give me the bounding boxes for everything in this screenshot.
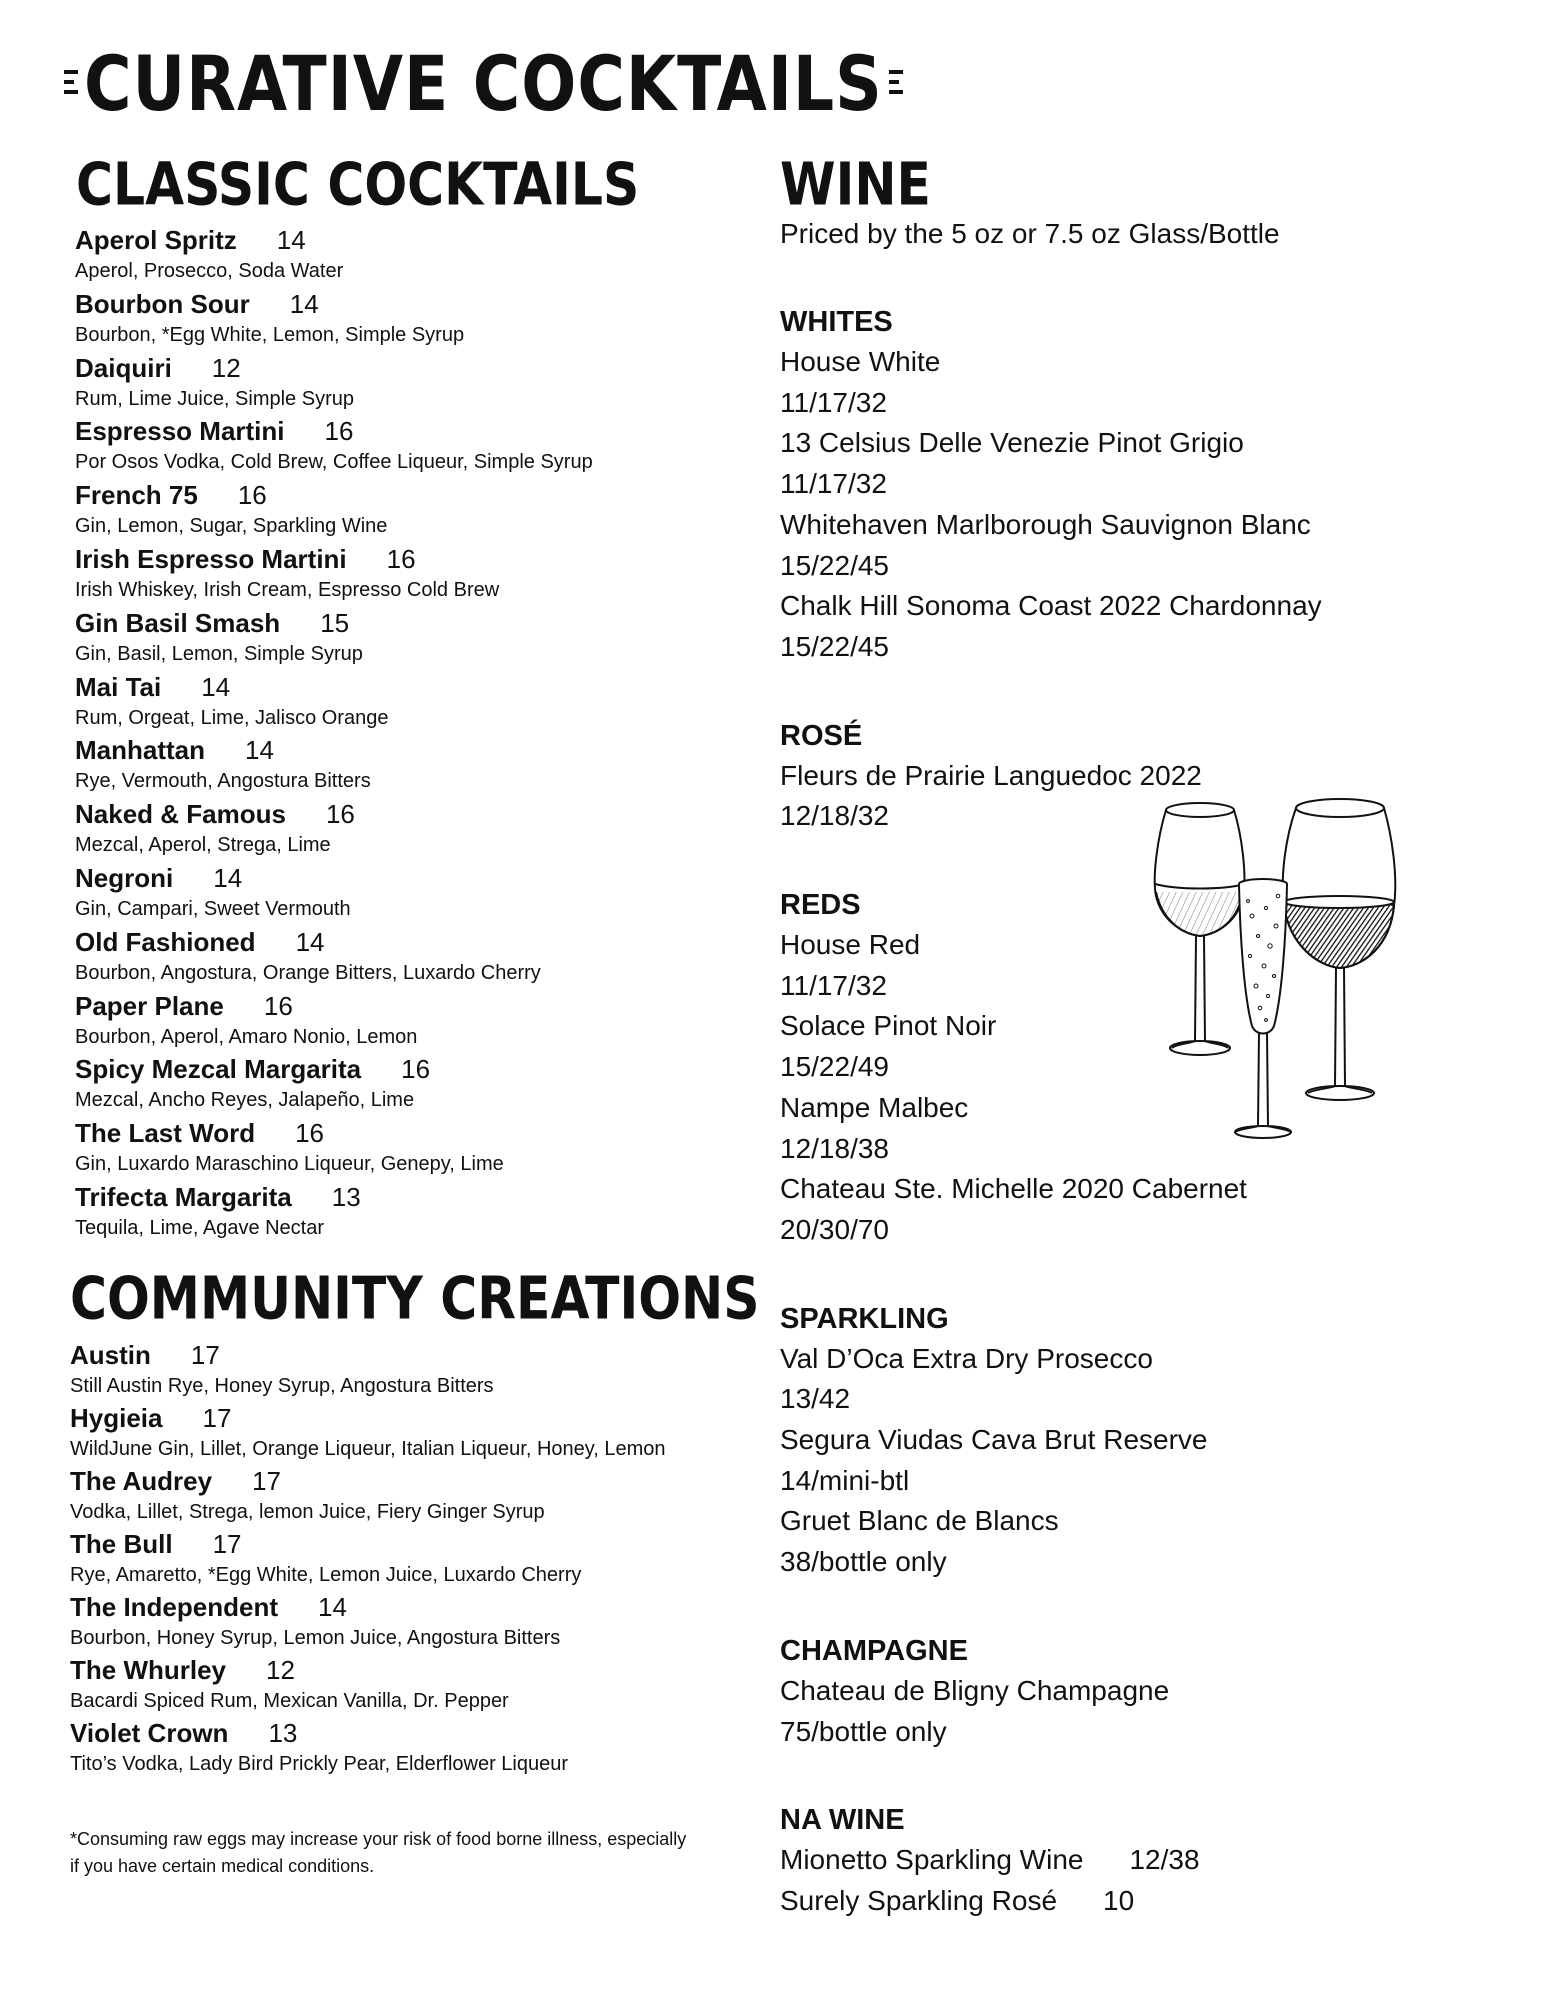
cocktail-header (75, 223, 695, 257)
wine-name: Chalk Hill Sonoma Coast 2022 Chardonnay (780, 590, 1322, 622)
cocktail-ingredients: Rye, Amaretto, *Egg White, Lemon Juice, Luxardo Cherry (70, 1564, 582, 1586)
cocktail-item (75, 542, 695, 606)
cocktail-price: 14 (289, 288, 319, 319)
cocktail-ingredients: Bacardi Spiced Rum, Mexican Vanilla, Dr. Pepper (70, 1690, 509, 1712)
title-right-ornament (889, 70, 903, 94)
cocktail-price: 14 (295, 926, 325, 957)
cocktail-price: 14 (276, 225, 306, 255)
wine-name: Surely Sparkling Rosé (780, 1884, 1058, 1916)
cocktail-header (75, 414, 695, 448)
cocktail-item (75, 1052, 695, 1116)
cocktail-item (75, 1180, 695, 1244)
wine-heading: WINE (780, 150, 931, 219)
wine-name: Gruet Blanc de Blancs (780, 1505, 1059, 1537)
cocktail-ingredients: Bourbon, Angostura, Orange Bitters, Luxardo Cherry (75, 961, 541, 984)
cocktail-price: 13 (268, 1718, 298, 1748)
cocktail-item (75, 1116, 695, 1180)
cocktail-item (75, 733, 695, 797)
wine-group-heading: NA WINE (780, 1804, 905, 1837)
wine-group-heading: ROSÉ (780, 719, 863, 752)
cocktail-price: 12 (211, 352, 241, 383)
cocktail-price: 17 (212, 1529, 242, 1559)
cocktail-item (70, 1464, 710, 1527)
cocktail-name: Aperol Spritz (75, 225, 237, 255)
wine-group-heading: CHAMPAGNE (780, 1634, 968, 1667)
cocktail-ingredients: Tequila, Lime, Agave Nectar (75, 1216, 325, 1239)
cocktail-price: 16 (325, 799, 355, 830)
wine-group-heading: SPARKLING (780, 1302, 949, 1335)
cocktail-header (70, 1338, 710, 1372)
cocktail-price: 17 (202, 1403, 232, 1433)
cocktail-name: Austin (70, 1340, 151, 1370)
cocktail-header (75, 1180, 695, 1214)
wine-name: Segura Viudas Cava Brut Reserve (780, 1424, 1208, 1456)
cocktail-ingredients: Por Osos Vodka, Cold Brew, Coffee Liqueur, Simple Syrup (75, 451, 593, 474)
cocktail-item (75, 989, 695, 1053)
wine-price: 14/mini-btl (780, 1464, 910, 1496)
cocktail-name: Irish Espresso Martini (75, 543, 347, 574)
cocktail-ingredients: Mezcal, Aperol, Strega, Lime (75, 834, 331, 857)
cocktail-header (70, 1527, 710, 1561)
wine-name: Mionetto Sparkling Wine (780, 1844, 1084, 1876)
cocktail-ingredients: Aperol, Prosecco, Soda Water (75, 260, 344, 282)
cocktail-ingredients: Bourbon, *Egg White, Lemon, Simple Syrup (75, 323, 465, 346)
wine-price: 15/22/45 (780, 549, 889, 581)
cocktail-price: 16 (237, 480, 267, 511)
cocktail-header (75, 606, 695, 640)
wine-glasses-icon (1148, 796, 1398, 1156)
cocktail-header (75, 1116, 695, 1150)
cocktail-ingredients: Bourbon, Honey Syrup, Lemon Juice, Angostura Bitters (70, 1627, 561, 1649)
cocktail-name: French 75 (75, 480, 198, 511)
menu-title: CURATIVE COCKTAILS (84, 39, 883, 128)
cocktail-price: 14 (213, 862, 243, 893)
cocktail-item (70, 1590, 710, 1653)
cocktail-name: Naked & Famous (75, 799, 286, 830)
raw-egg-footnote: *Consuming raw eggs may increase your risk of food borne illness, especially if you have certain medical conditions. (70, 1829, 687, 1876)
cocktail-item (75, 223, 695, 287)
wine-name: 13 Celsius Delle Venezie Pinot Grigio (780, 427, 1244, 459)
cocktail-header (70, 1401, 710, 1435)
na-wine-list (780, 1840, 1480, 1921)
wine-name: House White (780, 346, 941, 377)
wine-group (780, 1631, 1480, 1752)
wine-name: Solace Pinot Noir (780, 1010, 997, 1042)
community-creations-heading: COMMUNITY CREATIONS (70, 1264, 760, 1333)
cocktail-ingredients: Tito’s Vodka, Lady Bird Prickly Pear, Elderflower Liqueur (70, 1753, 569, 1775)
cocktail-item (75, 861, 695, 925)
cocktail-name: The Last Word (75, 1118, 256, 1149)
cocktail-name: Daiquiri (75, 352, 172, 383)
na-wine-item (780, 1881, 1480, 1922)
cocktail-ingredients: Vodka, Lillet, Strega, lemon Juice, Fiery Ginger Syrup (70, 1501, 545, 1523)
cocktail-name: The Audrey (70, 1466, 213, 1496)
cocktail-ingredients: Gin, Luxardo Maraschino Liqueur, Genepy, Lime (75, 1153, 504, 1176)
cocktail-item (70, 1401, 710, 1464)
cocktail-header (75, 1052, 695, 1086)
cocktail-name: Bourbon Sour (75, 288, 250, 319)
cocktail-name: Hygieia (70, 1403, 163, 1433)
cocktail-header (70, 1590, 710, 1624)
cocktail-header (75, 478, 695, 512)
community-creations-list (70, 1338, 710, 1779)
cocktail-name: The Bull (70, 1529, 173, 1559)
cocktail-ingredients: Rum, Lime Juice, Simple Syrup (75, 387, 354, 410)
cocktail-header (70, 1653, 710, 1687)
cocktail-item (75, 797, 695, 861)
wine-group-heading: REDS (780, 889, 861, 922)
cocktail-price: 16 (401, 1054, 431, 1085)
cocktail-price: 16 (263, 990, 293, 1021)
cocktail-item (75, 478, 695, 542)
cocktail-header (75, 670, 695, 704)
cocktail-ingredients: WildJune Gin, Lillet, Orange Liqueur, Italian Liqueur, Honey, Lemon (70, 1438, 666, 1460)
menu-header (64, 39, 903, 128)
cocktail-name: Trifecta Margarita (75, 1181, 292, 1212)
cocktail-item (75, 925, 695, 989)
cocktail-name: Espresso Martini (75, 416, 285, 447)
wine-group (780, 1299, 1480, 1583)
cocktail-header (75, 925, 695, 959)
wine-price: 15/22/45 (780, 630, 889, 662)
wine-pricing-note: Priced by the 5 oz or 7.5 oz Glass/Bottle (780, 218, 1280, 249)
wine-name: Whitehaven Marlborough Sauvignon Blanc (780, 508, 1311, 540)
cocktail-price: 17 (252, 1466, 281, 1496)
wine-price: 10 (1103, 1884, 1135, 1916)
classic-cocktails-heading: CLASSIC COCKTAILS (76, 150, 640, 219)
title-left-ornament (64, 70, 78, 94)
cocktail-price: 15 (320, 607, 350, 638)
cocktail-price: 13 (331, 1181, 361, 1212)
wine-price: 20/30/70 (780, 1213, 889, 1245)
cocktail-name: Violet Crown (70, 1718, 229, 1748)
wine-price: 12/18/32 (780, 800, 889, 832)
cocktail-item (75, 287, 695, 351)
cocktail-name: The Independent (70, 1592, 278, 1622)
wine-price: 11/17/32 (780, 468, 887, 500)
cocktail-ingredients: Bourbon, Aperol, Amaro Nonio, Lemon (75, 1025, 418, 1048)
cocktail-item (70, 1716, 710, 1779)
wine-price: 75/bottle only (780, 1715, 947, 1747)
cocktail-header (75, 989, 695, 1023)
cocktail-ingredients: Gin, Campari, Sweet Vermouth (75, 897, 351, 920)
wine-price: 11/17/32 (780, 386, 887, 418)
wine-name: Chateau Ste. Michelle 2020 Cabernet (780, 1173, 1247, 1205)
wine-price: 12/18/38 (780, 1132, 889, 1164)
cocktail-item (75, 351, 695, 415)
cocktail-price: 12 (266, 1655, 295, 1685)
cocktail-name: The Whurley (70, 1655, 227, 1685)
cocktail-item (75, 414, 695, 478)
wine-group-heading: WHITES (780, 306, 893, 338)
wine-price: 13/42 (780, 1383, 851, 1415)
cocktail-header (70, 1716, 710, 1750)
cocktail-item (75, 670, 695, 734)
cocktail-item (70, 1338, 710, 1401)
cocktail-price: 16 (386, 543, 416, 574)
wine-price: 15/22/49 (780, 1051, 889, 1083)
cocktail-name: Mai Tai (75, 671, 162, 702)
cocktail-header (70, 1464, 710, 1498)
cocktail-header (75, 287, 695, 321)
cocktail-header (75, 733, 695, 767)
cocktail-name: Spicy Mezcal Margarita (75, 1054, 362, 1085)
cocktail-price: 14 (245, 735, 274, 766)
wine-price: 11/17/32 (780, 969, 887, 1001)
cocktail-ingredients: Mezcal, Ancho Reyes, Jalapeño, Lime (75, 1089, 415, 1112)
wine-group-na (780, 1800, 1480, 1921)
cocktail-ingredients: Gin, Lemon, Sugar, Sparkling Wine (75, 515, 388, 538)
wine-name: Nampe Malbec (780, 1091, 969, 1123)
cocktail-name: Manhattan (75, 735, 205, 766)
cocktail-header (75, 797, 695, 831)
cocktail-ingredients: Gin, Basil, Lemon, Simple Syrup (75, 642, 363, 665)
cocktail-price: 14 (318, 1592, 347, 1622)
cocktail-price: 16 (295, 1118, 325, 1149)
cocktail-item (70, 1653, 710, 1716)
cocktail-item (75, 606, 695, 670)
cocktail-price: 14 (201, 671, 231, 702)
cocktail-ingredients: Rum, Orgeat, Lime, Jalisco Orange (75, 706, 389, 729)
na-wine-item (780, 1840, 1480, 1881)
wine-name: Chateau de Bligny Champagne (780, 1674, 1170, 1706)
wine-name: Fleurs de Prairie Languedoc 2022 (780, 759, 1202, 791)
cocktail-name: Gin Basil Smash (75, 607, 281, 638)
wine-name: Val D’Oca Extra Dry Prosecco (780, 1342, 1153, 1374)
cocktail-name: Old Fashioned (75, 926, 256, 957)
cocktail-header (75, 351, 695, 385)
wine-group (780, 302, 1480, 668)
cocktail-item (70, 1527, 710, 1590)
cocktail-name: Negroni (75, 862, 174, 893)
cocktail-header (75, 861, 695, 895)
cocktail-header (75, 542, 695, 576)
cocktail-ingredients: Irish Whiskey, Irish Cream, Espresso Cold Brew (75, 578, 500, 601)
cocktail-name: Paper Plane (75, 990, 224, 1021)
cocktail-ingredients: Still Austin Rye, Honey Syrup, Angostura Bitters (70, 1375, 494, 1397)
cocktail-price: 16 (324, 416, 354, 447)
cocktail-ingredients: Rye, Vermouth, Angostura Bitters (75, 770, 371, 793)
classic-cocktails-list (75, 223, 695, 1244)
cocktail-price: 17 (190, 1340, 220, 1370)
wine-price: 12/38 (1129, 1844, 1200, 1876)
wine-price: 38/bottle only (780, 1546, 947, 1578)
wine-name: House Red (780, 929, 921, 961)
